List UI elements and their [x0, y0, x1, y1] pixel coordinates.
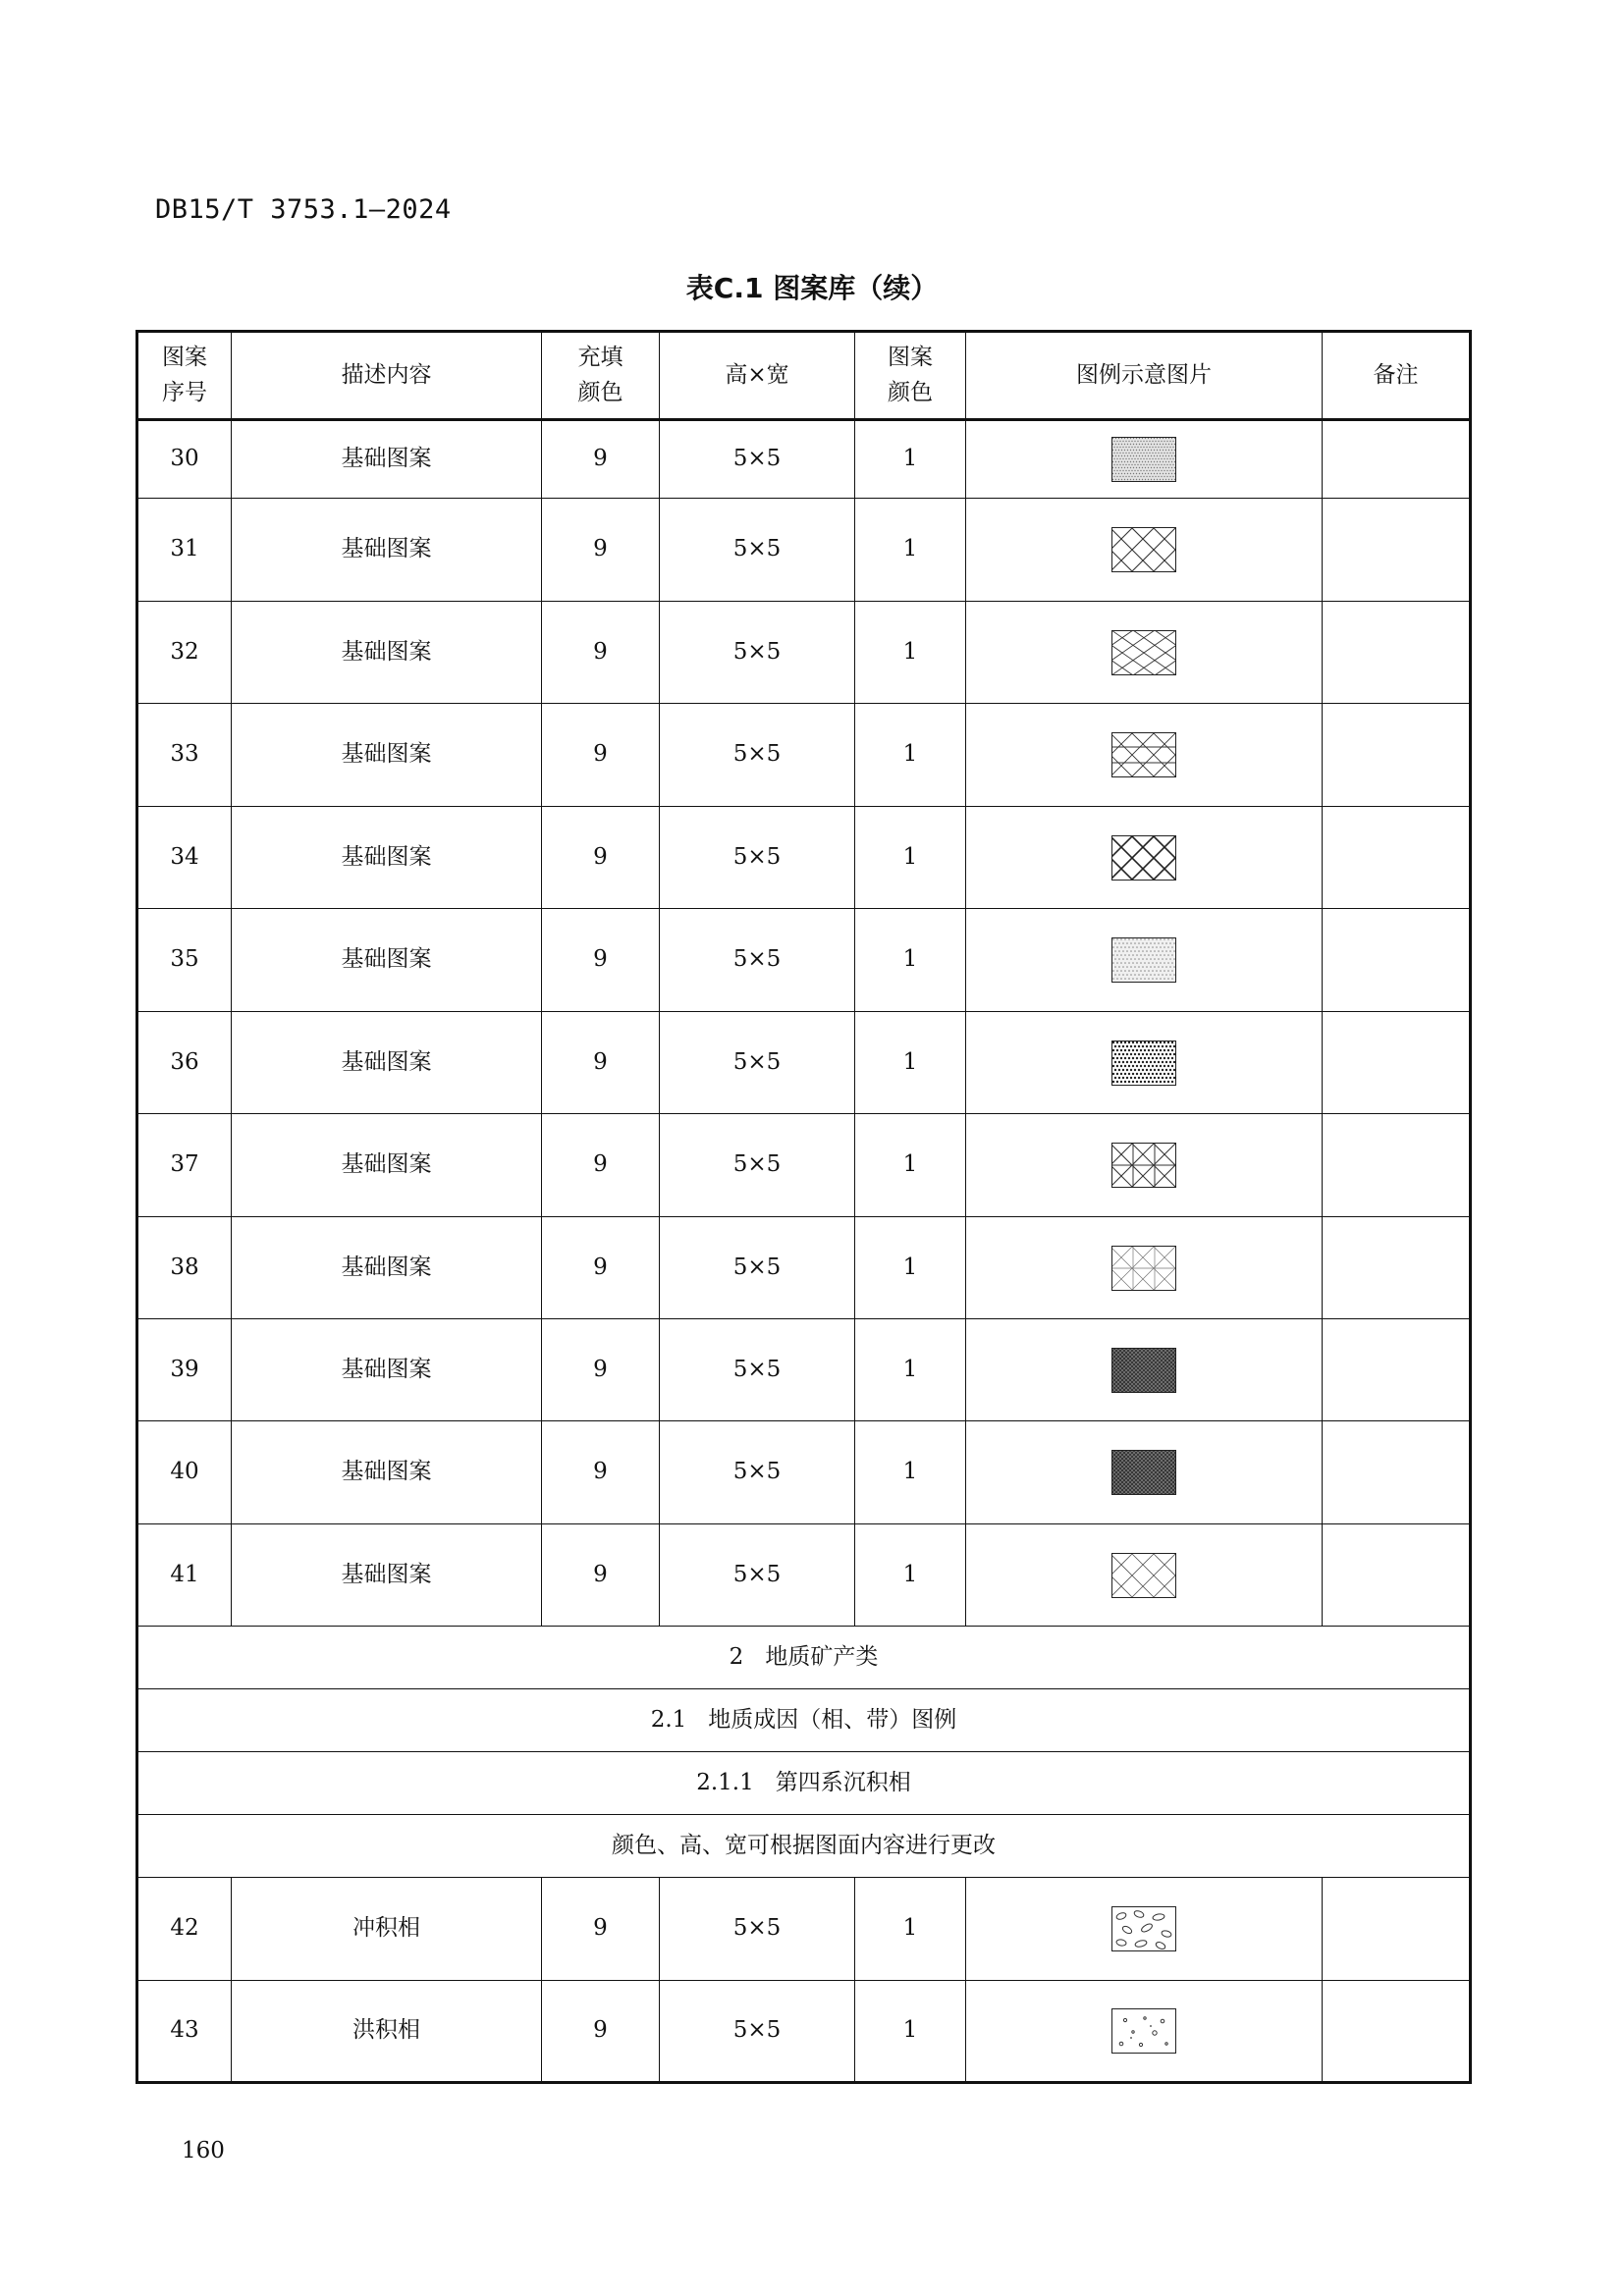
- cell-fill-color: 9: [542, 602, 660, 704]
- cell-pattern-color: 1: [855, 704, 966, 807]
- col-header-pattern-color: 图案 颜色: [855, 332, 966, 420]
- cell-note: [1323, 1981, 1471, 2083]
- cell-note: [1323, 807, 1471, 909]
- cell-pattern-image: [966, 1319, 1323, 1421]
- section-heading-2-1-1: 2.1.1 第四系沉积相: [137, 1752, 1471, 1815]
- table-row: [137, 499, 1471, 602]
- section-row: [137, 1689, 1471, 1752]
- table-title: 表C.1 图案库（续）: [685, 272, 939, 304]
- table-row: [137, 807, 1471, 909]
- cell-fill-color: 9: [542, 499, 660, 602]
- table-row: [137, 1012, 1471, 1114]
- cell-note: [1323, 1878, 1471, 1981]
- col-header-image: 图例示意图片: [966, 332, 1323, 420]
- section-heading-2: 2 地质矿产类: [137, 1627, 1471, 1689]
- table-row: [137, 602, 1471, 704]
- cell-pattern-color: 1: [855, 420, 966, 499]
- cell-desc: 基础图案: [232, 909, 542, 1012]
- fine-dot-icon: [1111, 437, 1176, 482]
- cell-size: 5×5: [660, 1981, 855, 2083]
- bold-diagonal-crosshatch-icon: [1111, 835, 1176, 881]
- cell-size: 5×5: [660, 1878, 855, 1981]
- cell-fill-color: 9: [542, 1524, 660, 1627]
- cell-pattern-color: 1: [855, 1524, 966, 1627]
- cell-pattern-image: [966, 704, 1323, 807]
- cell-pattern-color: 1: [855, 1217, 966, 1319]
- cell-desc: 基础图案: [232, 1012, 542, 1114]
- cell-desc: 基础图案: [232, 704, 542, 807]
- cell-desc: 基础图案: [232, 1524, 542, 1627]
- cell-desc: 基础图案: [232, 1421, 542, 1524]
- rows-group-basic: [137, 420, 1471, 1627]
- cell-pattern-color: 1: [855, 1012, 966, 1114]
- section-note: 颜色、高、宽可根据图面内容进行更改: [137, 1815, 1471, 1878]
- cell-seq: 33: [137, 704, 232, 807]
- flat-diagonal-crosshatch-icon: [1111, 630, 1176, 675]
- cell-pattern-image: [966, 1114, 1323, 1217]
- cell-fill-color: 9: [542, 704, 660, 807]
- col-header-size: 高×宽: [660, 332, 855, 420]
- cell-fill-color: 9: [542, 807, 660, 909]
- cell-seq: 42: [137, 1878, 232, 1981]
- cell-pattern-image: [966, 909, 1323, 1012]
- section-row: [137, 1815, 1471, 1878]
- cell-pattern-image: [966, 499, 1323, 602]
- light-star-grid-icon: [1111, 1246, 1176, 1291]
- cell-fill-color: 9: [542, 1878, 660, 1981]
- cell-seq: 41: [137, 1524, 232, 1627]
- col-header-fill: 充填 颜色: [542, 332, 660, 420]
- pattern-library-table: [135, 330, 1472, 2084]
- table-row: [137, 1524, 1471, 1627]
- cell-pattern-color: 1: [855, 909, 966, 1012]
- cell-desc: 基础图案: [232, 807, 542, 909]
- cell-fill-color: 9: [542, 1114, 660, 1217]
- cell-pattern-image: [966, 1012, 1323, 1114]
- cell-size: 5×5: [660, 909, 855, 1012]
- cell-note: [1323, 420, 1471, 499]
- cell-note: [1323, 1217, 1471, 1319]
- cell-desc: 冲积相: [232, 1878, 542, 1981]
- cell-pattern-color: 1: [855, 807, 966, 909]
- section-rows: [137, 1627, 1471, 1878]
- coarse-dot-icon: [1111, 1041, 1176, 1086]
- cell-note: [1323, 1319, 1471, 1421]
- cell-size: 5×5: [660, 704, 855, 807]
- table-row: [137, 1878, 1471, 1981]
- rows-group-quaternary: [137, 1878, 1471, 2083]
- cell-pattern-image: [966, 1524, 1323, 1627]
- cell-desc: 基础图案: [232, 499, 542, 602]
- section-row: [137, 1627, 1471, 1689]
- cell-size: 5×5: [660, 1217, 855, 1319]
- table-row: [137, 909, 1471, 1012]
- cell-pattern-color: 1: [855, 1421, 966, 1524]
- cell-seq: 32: [137, 602, 232, 704]
- light-dot-icon: [1111, 937, 1176, 983]
- cell-pattern-image: [966, 1878, 1323, 1981]
- document-code: DB15/T 3753.1—2024: [155, 194, 452, 225]
- cell-seq: 30: [137, 420, 232, 499]
- cell-seq: 31: [137, 499, 232, 602]
- table-row: [137, 1319, 1471, 1421]
- gravel-dot-icon: [1111, 2008, 1176, 2054]
- cell-size: 5×5: [660, 602, 855, 704]
- cell-size: 5×5: [660, 1421, 855, 1524]
- cell-size: 5×5: [660, 1114, 855, 1217]
- cell-pattern-image: [966, 1421, 1323, 1524]
- table-row: [137, 704, 1471, 807]
- cell-size: 5×5: [660, 499, 855, 602]
- cell-note: [1323, 704, 1471, 807]
- cell-size: 5×5: [660, 1319, 855, 1421]
- cell-fill-color: 9: [542, 1217, 660, 1319]
- cell-size: 5×5: [660, 807, 855, 909]
- cell-fill-color: 9: [542, 1012, 660, 1114]
- cell-note: [1323, 499, 1471, 602]
- table-row: [137, 420, 1471, 499]
- cell-fill-color: 9: [542, 420, 660, 499]
- cell-fill-color: 9: [542, 1421, 660, 1524]
- cell-size: 5×5: [660, 1012, 855, 1114]
- cell-seq: 36: [137, 1012, 232, 1114]
- cell-seq: 43: [137, 1981, 232, 2083]
- table-row: [137, 1114, 1471, 1217]
- cell-size: 5×5: [660, 1524, 855, 1627]
- cell-note: [1323, 1114, 1471, 1217]
- col-header-desc: 描述内容: [232, 332, 542, 420]
- dense-dark-hatch-icon: [1111, 1450, 1176, 1495]
- cell-desc: 基础图案: [232, 602, 542, 704]
- cell-fill-color: 9: [542, 1319, 660, 1421]
- cell-seq: 35: [137, 909, 232, 1012]
- pebble-ellipse-icon: [1111, 1906, 1176, 1951]
- cell-pattern-color: 1: [855, 499, 966, 602]
- cell-pattern-color: 1: [855, 1319, 966, 1421]
- cell-pattern-image: [966, 602, 1323, 704]
- cell-seq: 38: [137, 1217, 232, 1319]
- cell-desc: 基础图案: [232, 1319, 542, 1421]
- cell-pattern-color: 1: [855, 1878, 966, 1981]
- cell-note: [1323, 602, 1471, 704]
- section-row: [137, 1752, 1471, 1815]
- star-grid-icon: [1111, 1143, 1176, 1188]
- thin-diagonal-crosshatch-icon: [1111, 1553, 1176, 1598]
- cell-fill-color: 9: [542, 909, 660, 1012]
- cell-pattern-color: 1: [855, 1981, 966, 2083]
- table-row: [137, 1981, 1471, 2083]
- cell-seq: 34: [137, 807, 232, 909]
- cell-pattern-image: [966, 420, 1323, 499]
- cell-pattern-image: [966, 807, 1323, 909]
- dense-dark-hatch-icon: [1111, 1348, 1176, 1393]
- cell-seq: 40: [137, 1421, 232, 1524]
- cell-seq: 37: [137, 1114, 232, 1217]
- table-row: [137, 1421, 1471, 1524]
- cell-desc: 基础图案: [232, 420, 542, 499]
- cell-desc: 基础图案: [232, 1114, 542, 1217]
- cell-note: [1323, 1421, 1471, 1524]
- cell-fill-color: 9: [542, 1981, 660, 2083]
- col-header-note: 备注: [1323, 332, 1471, 420]
- cell-seq: 39: [137, 1319, 232, 1421]
- cell-desc: 洪积相: [232, 1981, 542, 2083]
- banded-crosshatch-icon: [1111, 732, 1176, 777]
- header-row: [137, 332, 1471, 420]
- large-diagonal-crosshatch-icon: [1111, 527, 1176, 572]
- cell-pattern-image: [966, 1217, 1323, 1319]
- cell-size: 5×5: [660, 420, 855, 499]
- table-row: [137, 1217, 1471, 1319]
- cell-note: [1323, 909, 1471, 1012]
- cell-pattern-image: [966, 1981, 1323, 2083]
- section-heading-2-1: 2.1 地质成因（相、带）图例: [137, 1689, 1471, 1752]
- cell-note: [1323, 1524, 1471, 1627]
- cell-pattern-color: 1: [855, 602, 966, 704]
- cell-pattern-color: 1: [855, 1114, 966, 1217]
- page-number: 160: [182, 2138, 225, 2163]
- col-header-seq: 图案 序号: [137, 332, 232, 420]
- cell-desc: 基础图案: [232, 1217, 542, 1319]
- cell-note: [1323, 1012, 1471, 1114]
